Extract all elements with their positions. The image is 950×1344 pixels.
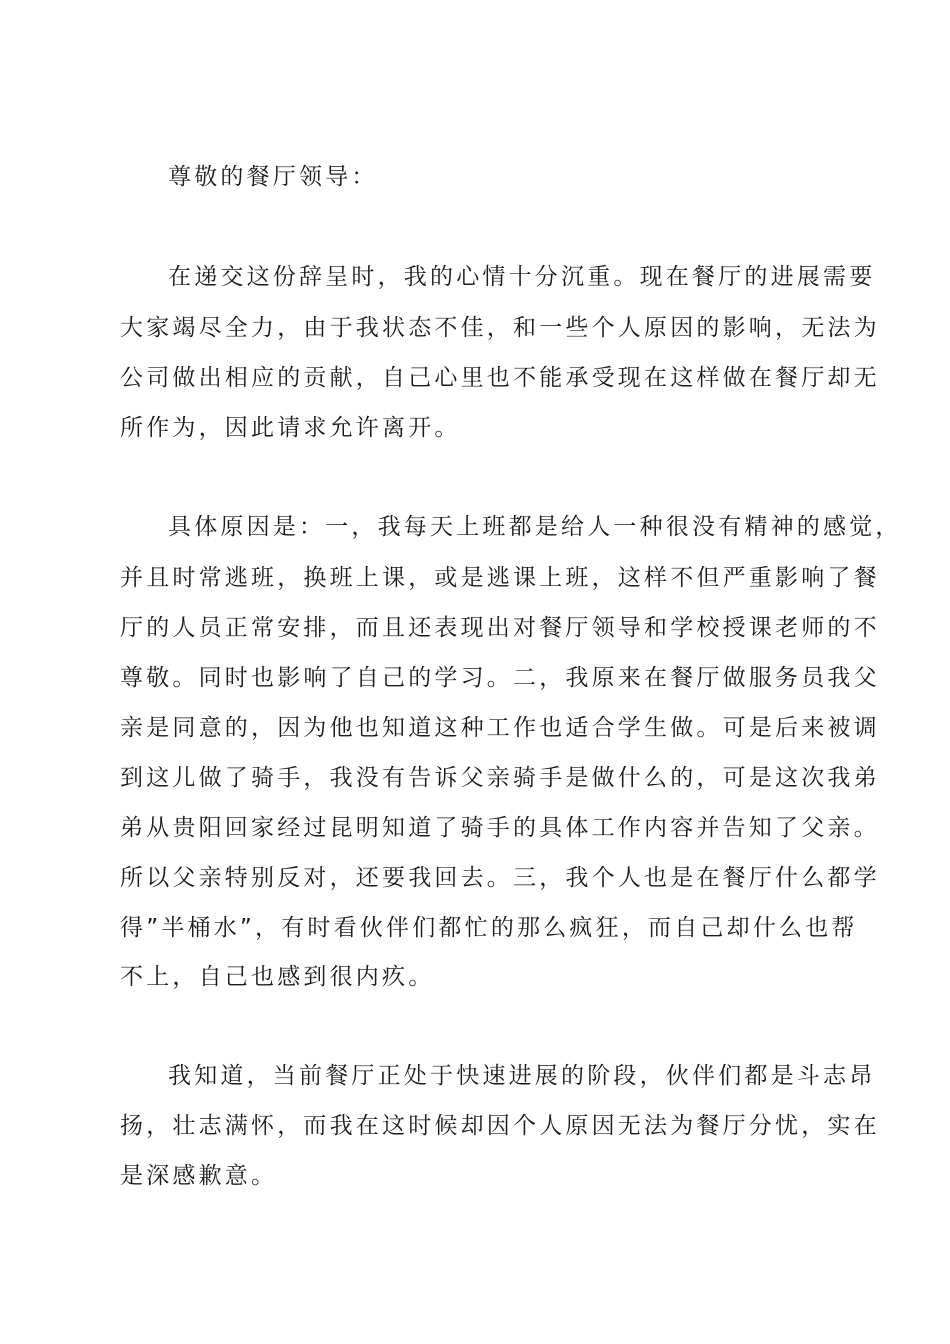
- paragraph-line: 所以父亲特别反对，还要我回去。三，我个人也是在餐厅什么都学: [120, 865, 880, 891]
- paragraph-line: 尊敬。同时也影响了自己的学习。二，我原来在餐厅做服务员我父: [120, 665, 880, 691]
- paragraph-line: 得”半桶水”，有时看伙伴们都忙的那么疯狂，而自己却什么也帮: [120, 915, 858, 941]
- paragraph-line: 具体原因是：一，我每天上班都是给人一种很没有精神的感觉，: [168, 514, 902, 540]
- paragraph-line: 大家竭尽全力，由于我状态不佳，和一些个人原因的影响，无法为: [120, 315, 880, 341]
- paragraph-line: 弟从贵阳回家经过昆明知道了骑手的具体工作内容并告知了父亲。: [120, 815, 880, 841]
- paragraph-line: 在递交这份辞呈时，我的心情十分沉重。现在餐厅的进展需要: [168, 264, 876, 290]
- paragraph-line: 所作为，因此请求允许离开。: [120, 415, 461, 441]
- paragraph-line: 是深感歉意。: [120, 1163, 278, 1189]
- paragraph-line: 亲是同意的，因为他也知道这种工作也适合学生做。可是后来被调: [120, 715, 880, 741]
- paragraph-line: 并且时常逃班，换班上课，或是逃课上班，这样不但严重影响了餐: [120, 565, 880, 591]
- paragraph-line: 不上，自己也感到很内疚。: [120, 964, 435, 990]
- paragraph-line: 厅的人员正常安排，而且还表现出对餐厅领导和学校授课老师的不: [120, 615, 880, 641]
- paragraph-line: 到这儿做了骑手，我没有告诉父亲骑手是做什么的，可是这次我弟: [120, 765, 880, 791]
- paragraph-line: 我知道，当前餐厅正处于快速进展的阶段，伙伴们都是斗志昂: [168, 1063, 876, 1089]
- paragraph-line: 扬，壮志满怀，而我在这时候却因个人原因无法为餐厅分忧，实在: [120, 1113, 880, 1139]
- paragraph-line: 公司做出相应的贡献，自己心里也不能承受现在这样做在餐厅却无: [120, 365, 880, 391]
- salutation: 尊敬的餐厅领导：: [168, 164, 378, 190]
